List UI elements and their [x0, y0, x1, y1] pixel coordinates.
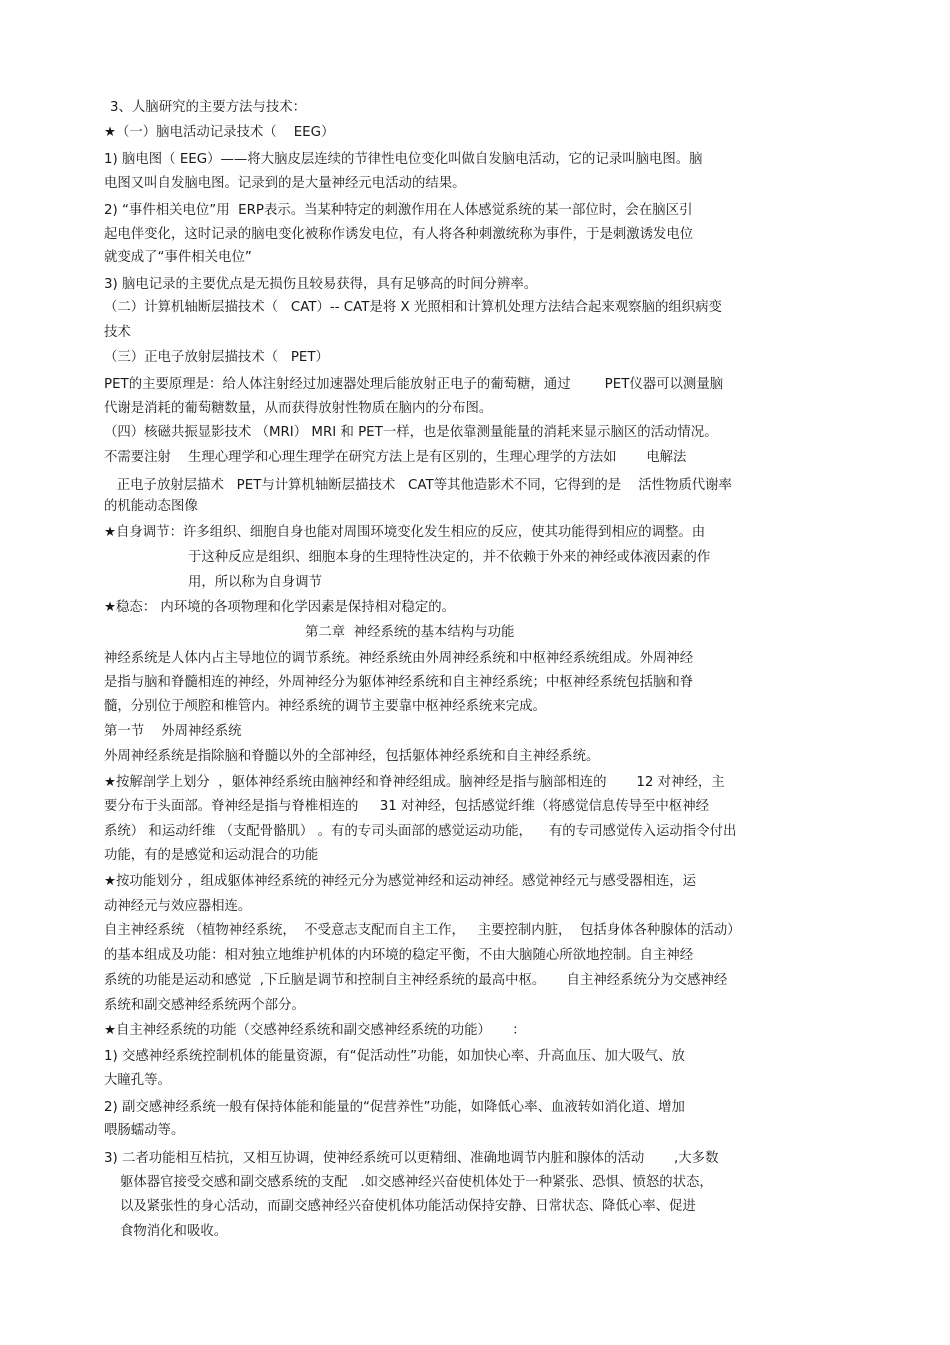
text-line: 的基本组成及功能：相对独立地维护机体的内环境的稳定平衡，不由大脑随心所欲地控制。自主神经 — [104, 948, 694, 963]
text-line: 1) 交感神经系统控制机体的能量资源，有“促活动性”功能，如加快心率、升高血压、加大吸气、放 — [104, 1049, 685, 1064]
text-line: 正电子放射层描术 PET与计算机轴断层描技术 CAT等其他造影术不同，它得到的是 活性物质代谢率 — [104, 478, 732, 493]
text-line: 大瞳孔等。 — [104, 1073, 171, 1088]
text-line: 要分布于头面部。脊神经是指与脊椎相连的 31 对神经，包括感觉纤维（将感觉信息传导至中枢神经 — [104, 799, 709, 814]
text-line: 3) 脑电记录的主要优点是无损伤且较易获得，具有足够高的时间分辨率。 — [104, 277, 538, 292]
text-line: （四）核磁共振显影技术 （MRI） MRI 和 PET一样，也是依靠测量能量的消耗来显示脑区的活动情况。 — [104, 425, 718, 440]
text-line: ★稳态： 内环境的各项物理和化学因素是保持相对稳定的。 — [104, 600, 456, 615]
text-line: 电图又叫自发脑电图。记录到的是大量神经元电活动的结果。 — [104, 176, 466, 191]
text-line: 起电伴变化，这时记录的脑电变化被称作诱发电位，有人将各种刺激统称为事件，于是刺激诱发电位 — [104, 227, 694, 242]
text-line: 2) “事件相关电位”用 ERP表示。当某种特定的刺激作用在人体感觉系统的某一部位时，会在脑区引 — [104, 203, 693, 218]
text-line: 代谢是消耗的葡萄糖数量，从而获得放射性物质在脑内的分布图。 — [104, 401, 493, 416]
text-line: 于这种反应是组织、细胞本身的生理特性决定的，并不依赖于外来的神经或体液因素的作 — [188, 550, 711, 565]
text-line: 外周神经系统是指除脑和脊髓以外的全部神经，包括躯体神经系统和自主神经系统。 — [104, 749, 600, 764]
text-line: 3、人脑研究的主要方法与技术： — [110, 100, 306, 115]
text-line: 系统和副交感神经系统两个部分。 — [104, 998, 305, 1013]
text-line: 1) 脑电图（ EEG）——将大脑皮层连续的节律性电位变化叫做自发脑电活动，它的记录叫脑电图。脑 — [104, 152, 703, 167]
text-line: ★自身调节：许多组织、细胞自身也能对周围环境变化发生相应的反应，使其功能得到相应的调整。由 — [104, 525, 706, 540]
text-line: 喂肠蠕动等。 — [104, 1123, 185, 1138]
text-line: PET的主要原理是：给人体注射经过加速器处理后能放射正电子的葡萄糖，通过 PET仪器可以测量脑 — [104, 377, 724, 392]
text-line: 以及紧张性的身心活动，而副交感神经兴奋使机体功能活动保持安静、日常状态、降低心率、促进 — [120, 1199, 696, 1214]
text-line: 3) 二者功能相互桔抗，又相互协调，使神经系统可以更精细、准确地调节内脏和腺体的活动 ,大多数 — [104, 1151, 719, 1166]
text-line: 自主神经系统 （植物神经系统， 不受意志支配而自主工作， 主要控制内脏， 包括身体各种腺体的活动） — [104, 923, 741, 938]
text-line: 躯体器官接受交感和副交感系统的支配 .如交感神经兴奋使机体处于一种紧张、恐惧、愤怒的状态， — [120, 1175, 713, 1190]
text-line: 神经系统是人体内占主导地位的调节系统。神经系统由外周神经系统和中枢神经系统组成。外周神经 — [104, 651, 694, 666]
text-line: 不需要注射 生理心理学和心理生理学在研究方法上是有区别的，生理心理学的方法如 电解法 — [104, 450, 687, 465]
text-line: ★按解剖学上划分 ，躯体神经系统由脑神经和脊神经组成。脑神经是指与脑部相连的 12 对神经，主 — [104, 775, 725, 790]
text-line: ★按功能划分 ，组成躯体神经系统的神经元分为感觉神经和运动神经。感觉神经元与感受器相连，运 — [104, 874, 697, 889]
text-line: 的机能动态图像 — [104, 499, 198, 514]
text-line: （二）计算机轴断层描技术（ CAT）-- CAT是将 X 光照相和计算机处理方法结合起来观察脑的组织病变 — [104, 300, 722, 315]
text-line: 食物消化和吸收。 — [120, 1224, 228, 1239]
text-line: 就变成了“事件相关电位” — [104, 250, 252, 265]
section-heading: 第一节 外周神经系统 — [104, 724, 242, 739]
text-line: 系统的功能是运动和感觉 ,下丘脑是调节和控制自主神经系统的最高中枢。 自主神经系统分为交感神经 — [104, 973, 728, 988]
text-line: 技术 — [104, 325, 131, 340]
text-line: ★（一）脑电活动记录技术（ EEG） — [104, 125, 335, 140]
text-line: 是指与脑和脊髓相连的神经，外周神经分为躯体神经系统和自主神经系统；中枢神经系统包括脑和脊 — [104, 675, 694, 690]
text-line: 系统） 和运动纤维 （支配骨骼肌） 。有的专司头面部的感觉运动功能， 有的专司感觉传入运动指令付出 — [104, 824, 737, 839]
chapter-heading: 第二章 神经系统的基本结构与功能 — [305, 625, 515, 640]
text-line: 动神经元与效应器相连。 — [104, 899, 252, 914]
text-line: 髓，分别位于颅腔和椎管内。神经系统的调节主要靠中枢神经系统来完成。 — [104, 699, 546, 714]
text-line: 用，所以称为自身调节 — [188, 575, 322, 590]
text-line: 功能，有的是感觉和运动混合的功能 — [104, 848, 319, 863]
text-line: 2) 副交感神经系统一般有保持体能和能量的“促营养性”功能，如降低心率、血液转如消化道、增加 — [104, 1100, 685, 1115]
text-line: （三）正电子放射层描技术（ PET） — [104, 350, 329, 365]
text-line: ★自主神经系统的功能（交感神经系统和副交感神经系统的功能） ： — [104, 1023, 526, 1038]
